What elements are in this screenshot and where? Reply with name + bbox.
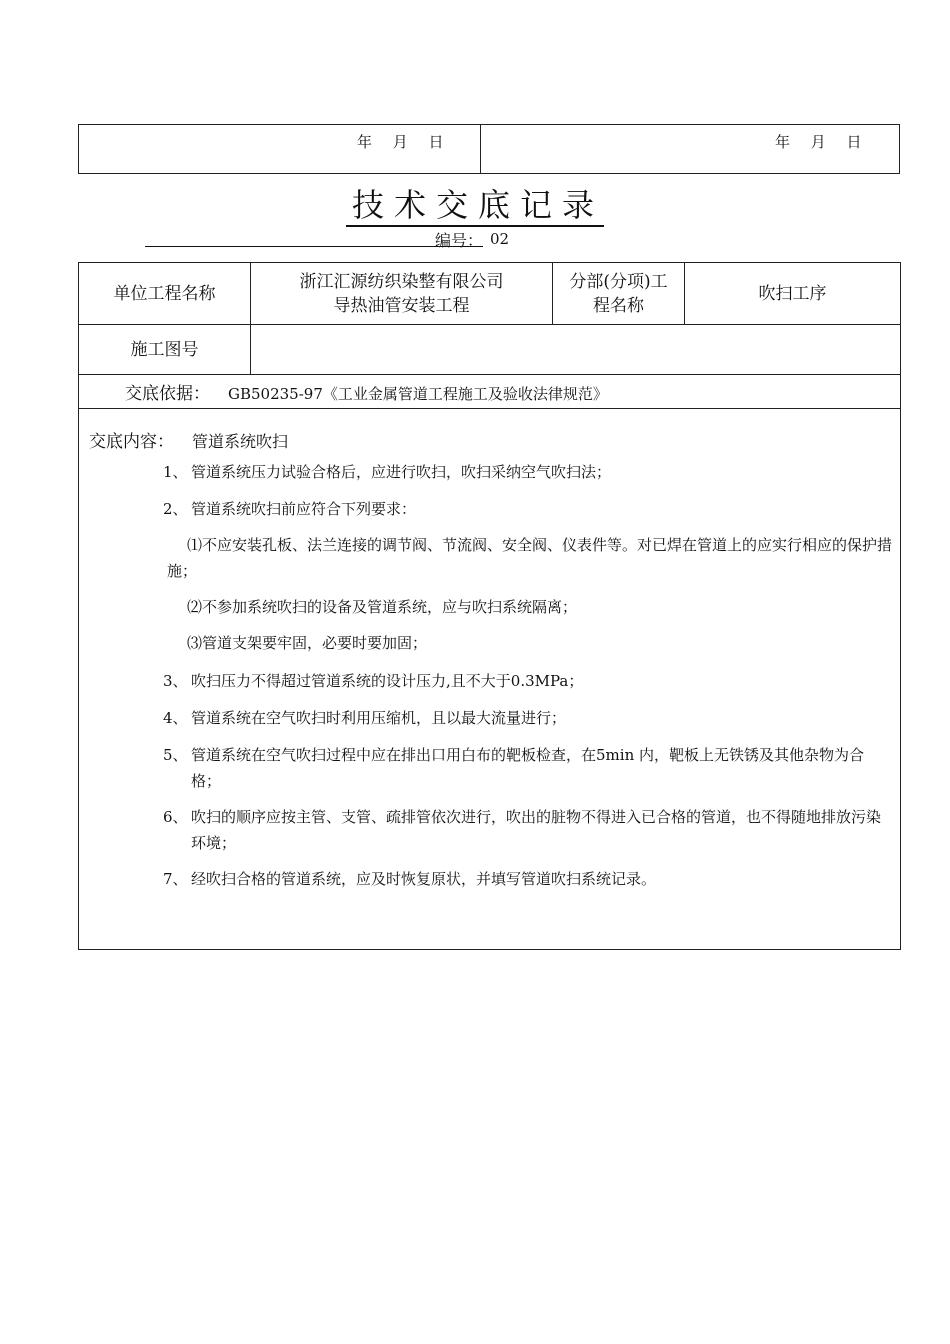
content-topic: 管道系统吹扫 (192, 432, 289, 451)
content-cell (79, 409, 901, 950)
signature-date-box (78, 124, 900, 174)
document-title: 技术交底记录 (0, 180, 950, 226)
date-right: 年 月 日 (775, 133, 870, 151)
list-item: 3、 吹扫压力不得超过管道系统的设计压力,且不大于0.3MPa； (163, 672, 584, 690)
basis-row (79, 375, 901, 409)
unit-name-value (251, 263, 553, 325)
list-item: 2、 管道系统吹扫前应符合下列要求： (163, 500, 417, 518)
basis-label: 交底依据： (125, 384, 210, 404)
list-item: 6、 吹扫的顺序应按主管、支管、疏排管依次进行，吹出的脏物不得进入已合格的管道，也不得随地排放污染环境； (163, 808, 882, 852)
list-sub-item: ⑴不应安装孔板、法兰连接的调节阀、节流阀、安全阀、仪表件等。对已焊在管道上的应实行相应的保护措施； (167, 536, 893, 580)
content-label: 交底内容： (89, 432, 174, 452)
drawing-number-value (251, 325, 901, 375)
sub-project-label (553, 263, 685, 325)
date-left: 年 月 日 (357, 133, 452, 151)
sub-project-label-line2: 程名称 (593, 295, 644, 316)
drawing-number-label: 施工图号 (79, 325, 251, 375)
content-header (89, 427, 288, 452)
list-item: 1、 管道系统压力试验合格后，应进行吹扫，吹扫采纳空气吹扫法； (163, 463, 612, 481)
unit-name-line2: 导热油管安装工程 (333, 295, 470, 316)
list-sub-item: ⑶管道支架要牢固，必要时要加固； (187, 634, 428, 652)
list-sub-item: ⑵不参加系统吹扫的设备及管道系统，应与吹扫系统隔离； (187, 598, 578, 616)
date-cell-left (79, 125, 481, 173)
serial-value: 02 (490, 230, 510, 248)
unit-name-label: 单位工程名称 (79, 263, 251, 325)
basis-value: GB50235-97《工业金属管道工程施工及验收法律规范》 (228, 385, 608, 403)
list-item: 4、 管道系统在空气吹扫时利用压缩机，且以最大流量进行； (163, 709, 567, 727)
disclosure-table (78, 262, 901, 950)
serial-number-line (145, 228, 510, 250)
serial-label: 编号： (434, 231, 483, 250)
sub-project-value: 吹扫工序 (685, 263, 901, 325)
unit-name-line1: 浙江汇源纺织染整有限公司 (299, 271, 504, 292)
list-item: 5、 管道系统在空气吹扫过程中应在排出口用白布的靶板检查，在5min 内，靶板上无铁锈及其他杂物为合格； (163, 746, 864, 790)
list-item: 7、 经吹扫合格的管道系统，应及时恢复原状，并填写管道吹扫系统记录。 (163, 870, 657, 888)
sub-project-label-line1: 分部(分项)工 (569, 271, 668, 292)
date-cell-right (481, 125, 899, 173)
